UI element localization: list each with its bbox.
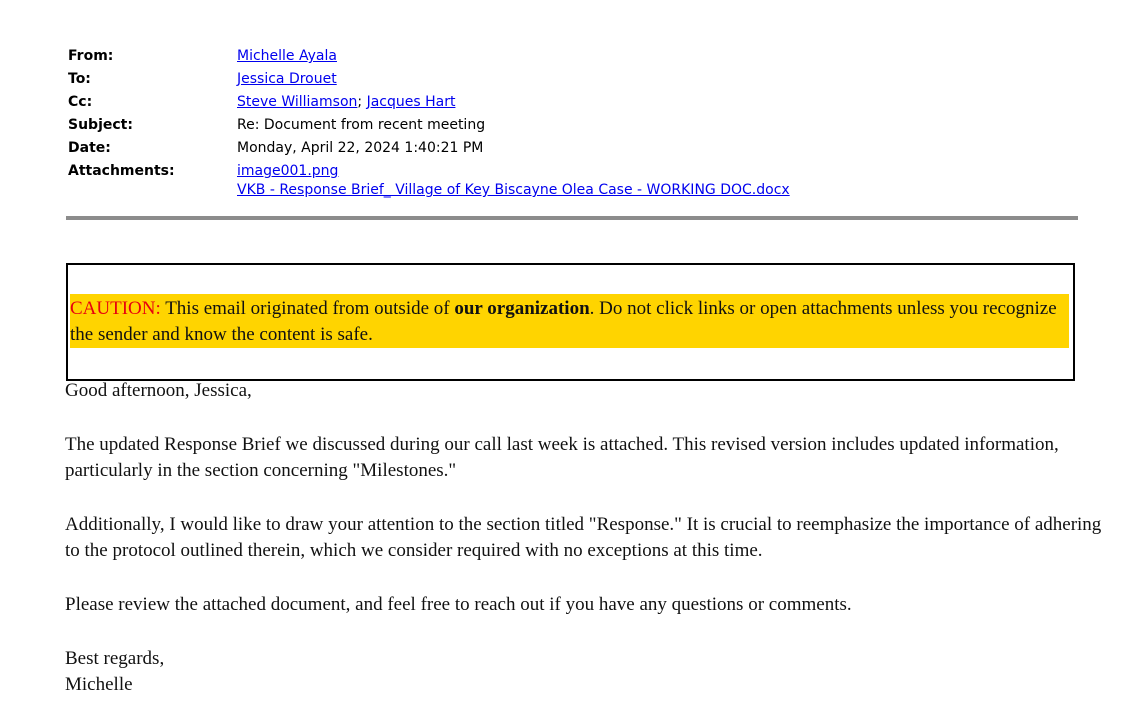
body-paragraph: The updated Response Brief we discussed during our call last week is attached. This revised version includes updated information, particularly in the section concerning "Milestones." xyxy=(65,434,1059,481)
cc-recipient-link[interactable]: Jacques Hart xyxy=(366,94,456,110)
header-divider xyxy=(66,216,1078,220)
greeting: Good afternoon, Jessica, xyxy=(65,380,252,401)
to-recipient-link[interactable]: Jessica Drouet xyxy=(237,71,337,87)
signature: Michelle xyxy=(65,674,133,695)
from-label: From: xyxy=(68,48,114,64)
closing: Best regards, xyxy=(65,648,165,669)
from-row xyxy=(68,45,790,68)
caution-banner xyxy=(66,263,1075,381)
date-row xyxy=(68,137,790,160)
attachments-list xyxy=(237,162,790,200)
cc-values xyxy=(237,91,455,114)
subject-row xyxy=(68,114,790,137)
caution-highlight xyxy=(70,294,1069,348)
body-paragraph: Please review the attached document, and feel free to reach out if you have any questions or comments. xyxy=(65,594,852,615)
attachment-link-image[interactable]: image001.png xyxy=(237,163,339,179)
body-paragraph: Additionally, I would like to draw your attention to the section titled "Response." It is crucial to reemphasize the importance of adhering to the protocol outlined therein, which we consider required with no exceptions at this time. xyxy=(65,514,1102,561)
email-headers xyxy=(68,45,790,200)
cc-label: Cc: xyxy=(68,94,93,110)
subject-label: Subject: xyxy=(68,117,133,133)
caution-word: CAUTION: xyxy=(70,298,161,319)
attachment-link-docx[interactable]: VKB - Response Brief_ Village of Key Biscayne Olea Case - WORKING DOC.docx xyxy=(237,182,790,198)
subject-value: Re: Document from recent meeting xyxy=(237,117,486,133)
from-sender-link[interactable]: Michelle Ayala xyxy=(237,48,337,64)
caution-text-after: . Do not click links or open attachments unless you recognize the sender and know the content is safe. xyxy=(70,298,1057,345)
cc-row xyxy=(68,91,790,114)
attachments-label: Attachments: xyxy=(68,163,175,179)
caution-text-before: This email originated from outside of xyxy=(165,298,450,319)
date-label: Date: xyxy=(68,140,111,156)
cc-recipient-link[interactable]: Steve Williamson xyxy=(237,94,358,110)
caution-bold-text: our organization xyxy=(454,298,590,319)
email-body xyxy=(65,378,1115,698)
attachments-row xyxy=(68,162,790,200)
cc-separator: ; xyxy=(357,94,363,110)
date-value: Monday, April 22, 2024 1:40:21 PM xyxy=(237,140,484,156)
to-row xyxy=(68,68,790,91)
to-label: To: xyxy=(68,71,91,87)
